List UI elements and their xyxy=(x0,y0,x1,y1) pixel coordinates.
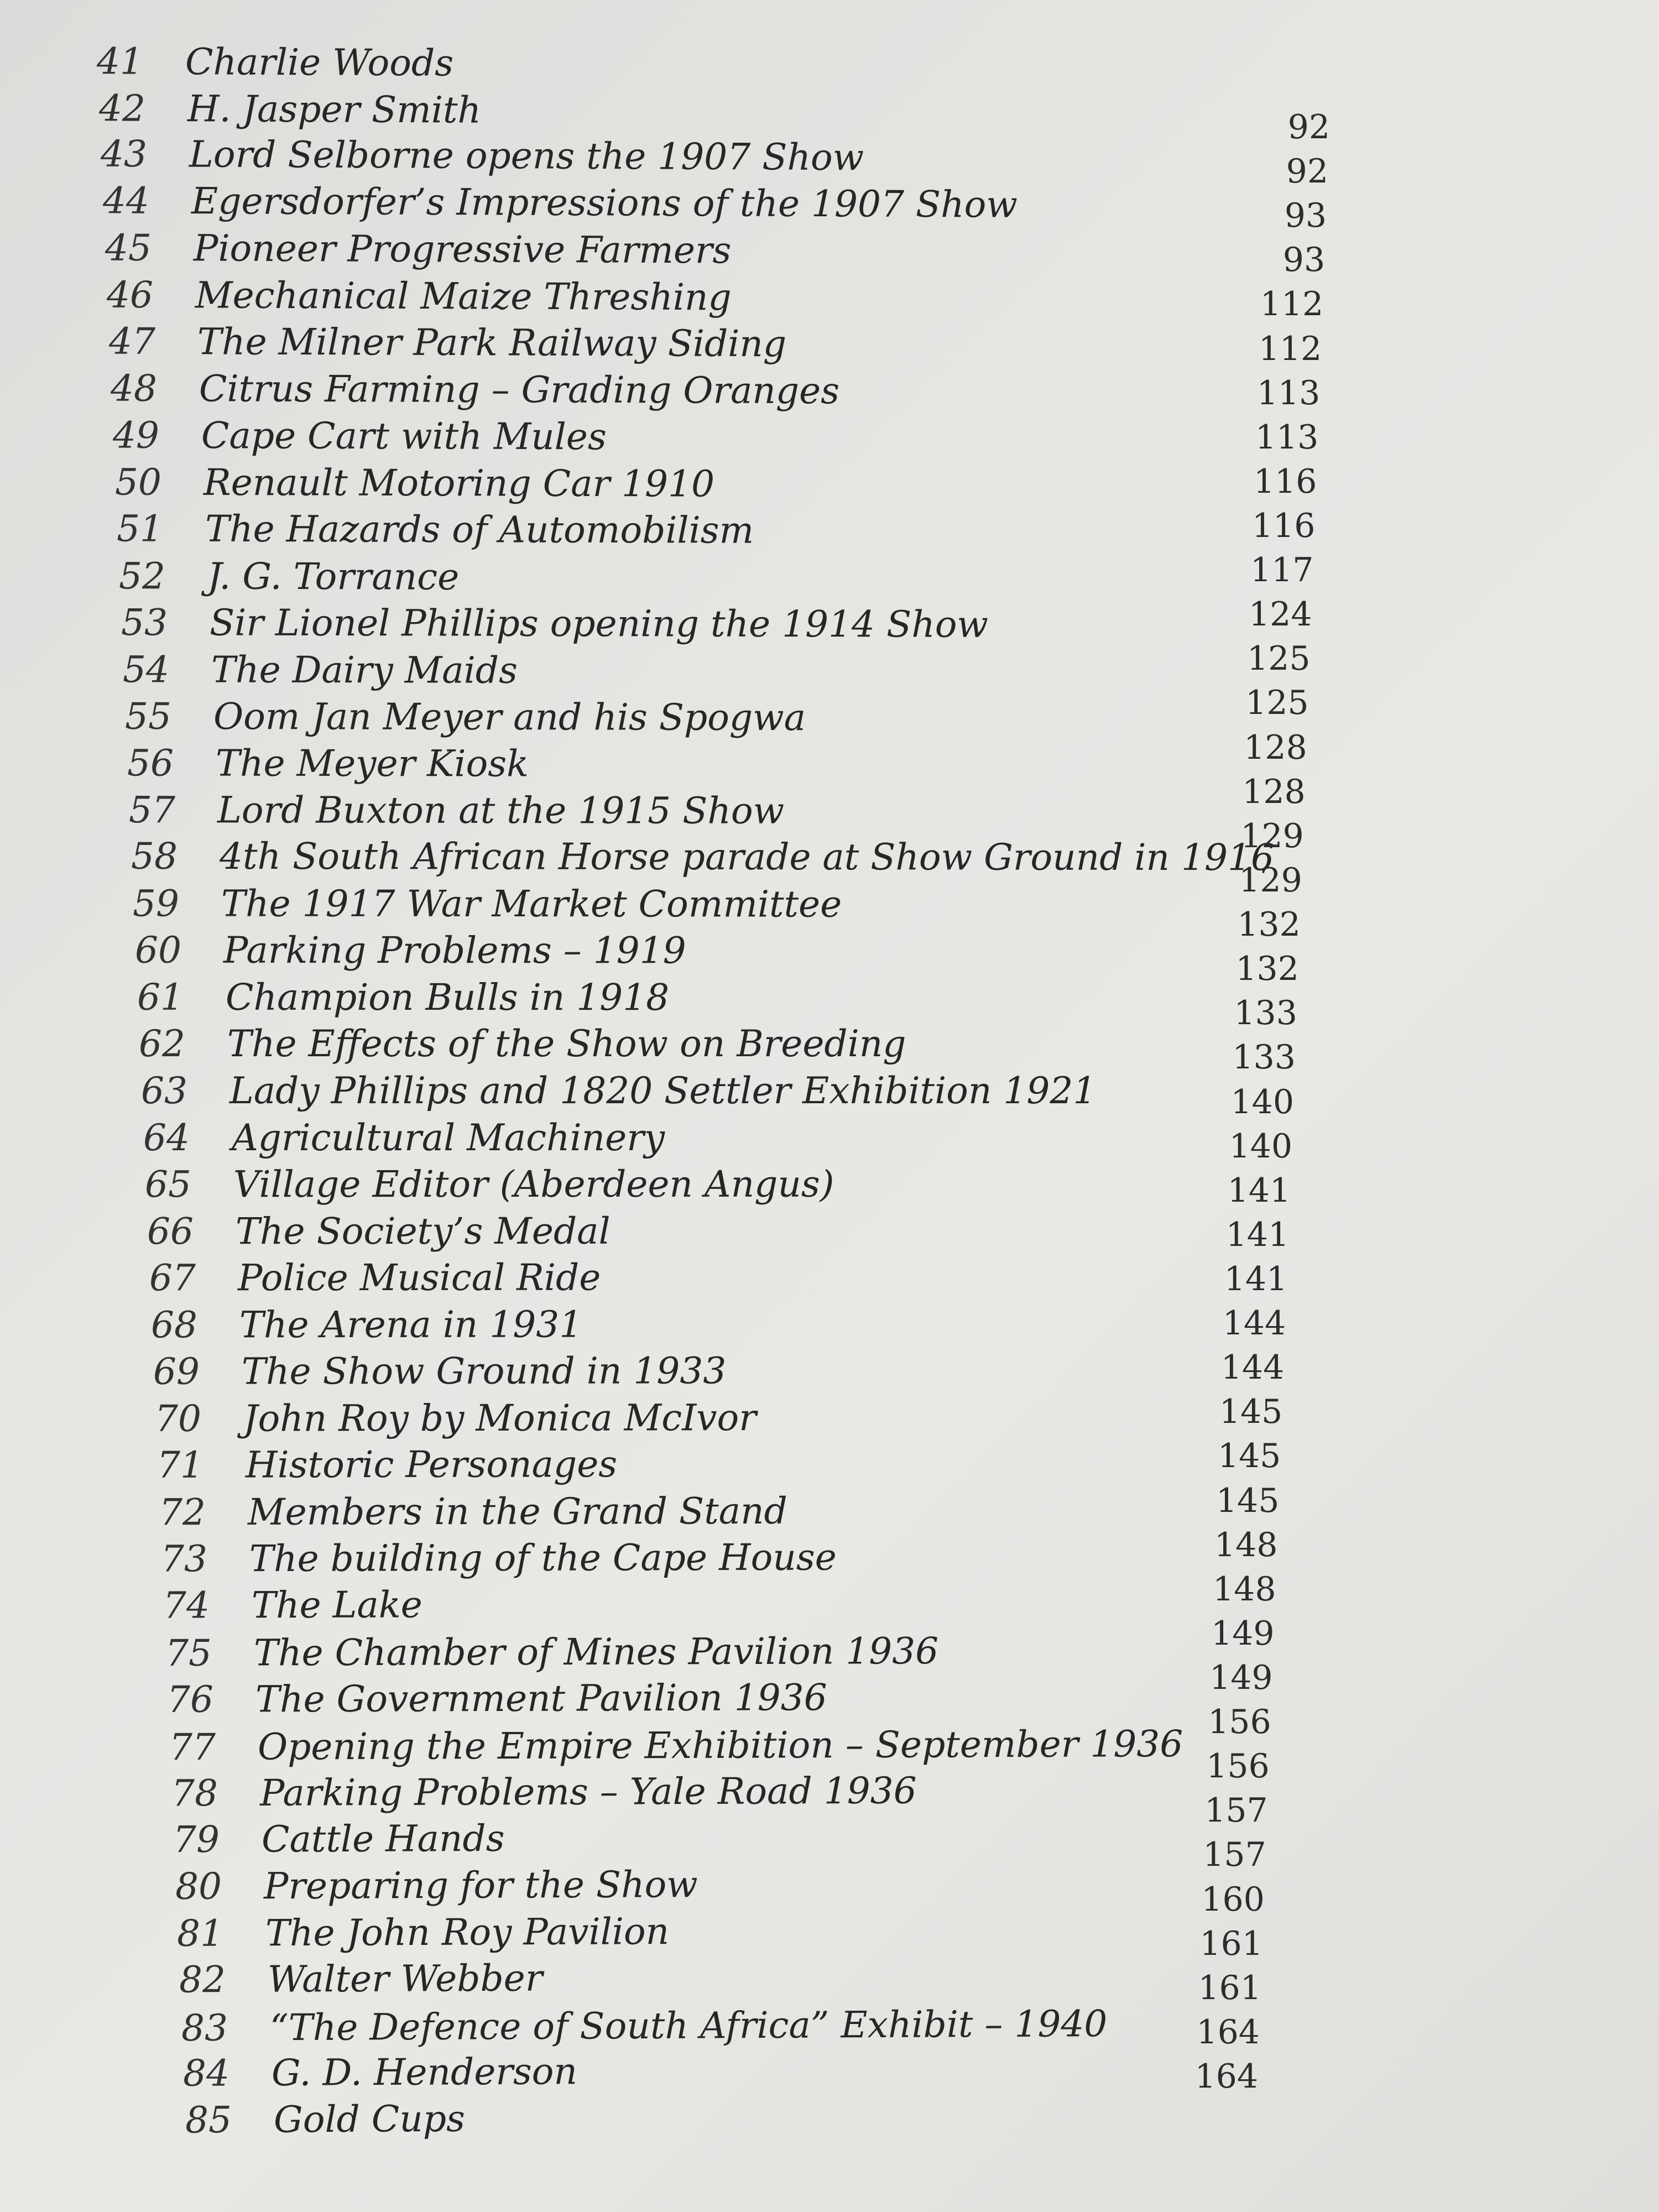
page-number: 113 xyxy=(1256,373,1321,413)
page-number: 112 xyxy=(1260,285,1324,324)
item-number: 64 xyxy=(143,1116,190,1159)
page-number: 141 xyxy=(1225,1215,1290,1254)
item-title: Parking Problems – 1919 xyxy=(223,929,686,972)
page-number: 141 xyxy=(1227,1171,1291,1210)
page-number: 128 xyxy=(1244,728,1307,767)
page-number: 116 xyxy=(1253,462,1317,501)
item-number: 75 xyxy=(165,1631,212,1674)
item-title: Egersdorfer’s Impressions of the 1907 Show xyxy=(191,179,1018,226)
item-title: Charlie Woods xyxy=(185,40,454,85)
item-number: 85 xyxy=(185,2098,232,2142)
page-number: 117 xyxy=(1250,551,1314,590)
item-title: The Meyer Kiosk xyxy=(215,742,529,785)
item-title: The Hazards of Automobilism xyxy=(205,508,754,552)
page-number: 92 xyxy=(1286,152,1329,191)
item-title: Agricultural Machinery xyxy=(231,1116,665,1159)
item-number: 67 xyxy=(149,1256,196,1300)
item-title: “The Defence of South Africa” Exhibit – 1940 xyxy=(269,2002,1108,2049)
item-title: Cape Cart with Mules xyxy=(201,414,607,458)
item-title: The Society’s Medal xyxy=(235,1209,611,1253)
item-number: 49 xyxy=(112,414,160,457)
page-number: 161 xyxy=(1199,1924,1263,1963)
item-title: Citrus Farming – Grading Oranges xyxy=(199,367,840,413)
item-number: 42 xyxy=(98,86,145,130)
page-number: 144 xyxy=(1220,1348,1285,1387)
page-number: 93 xyxy=(1282,241,1326,280)
item-number: 62 xyxy=(139,1022,186,1066)
item-number: 60 xyxy=(135,929,182,972)
item-number: 50 xyxy=(114,461,161,504)
page-number: 93 xyxy=(1284,196,1327,236)
page-number: 129 xyxy=(1240,816,1304,855)
item-number: 80 xyxy=(175,1865,222,1908)
item-title: J. G. Torrance xyxy=(207,555,460,598)
page-number: 140 xyxy=(1230,1082,1294,1121)
item-number: 54 xyxy=(123,648,170,691)
item-title: The Effects of the Show on Breeding xyxy=(227,1022,906,1066)
page-number: 156 xyxy=(1208,1703,1271,1742)
page-number: 133 xyxy=(1234,994,1297,1033)
page-number: 148 xyxy=(1212,1569,1276,1609)
item-title: H. Jasper Smith xyxy=(187,87,481,132)
item-title: The Dairy Maids xyxy=(211,648,518,692)
item-title: The Milner Park Railway Siding xyxy=(197,320,787,366)
page-number: 92 xyxy=(1287,108,1330,147)
item-title: Parking Problems – Yale Road 1936 xyxy=(259,1769,917,1815)
item-title: The 1917 War Market Committee xyxy=(221,882,842,926)
page-number: 125 xyxy=(1245,684,1309,723)
item-number: 72 xyxy=(159,1490,206,1534)
item-number: 43 xyxy=(101,132,148,176)
item-title: The Show Ground in 1933 xyxy=(241,1349,727,1393)
item-title: Renault Motoring Car 1910 xyxy=(203,461,714,505)
item-number: 63 xyxy=(141,1070,187,1112)
page-number: 145 xyxy=(1217,1437,1281,1476)
item-title: G. D. Henderson xyxy=(272,2050,578,2095)
page-number: 145 xyxy=(1219,1392,1283,1432)
item-number: 78 xyxy=(171,1772,218,1815)
page-number: 128 xyxy=(1242,772,1306,811)
page-number: 164 xyxy=(1194,2057,1258,2096)
item-title: Police Musical Ride xyxy=(237,1256,601,1300)
item-title: The John Roy Pavilion xyxy=(265,1910,670,1955)
item-title: John Roy by Monica McIvor xyxy=(243,1396,757,1440)
item-number: 56 xyxy=(127,742,174,785)
item-number: 66 xyxy=(147,1209,194,1253)
page-number: 141 xyxy=(1224,1259,1288,1298)
page-number: 112 xyxy=(1258,329,1322,368)
page-number: 157 xyxy=(1203,1835,1266,1875)
item-number: 68 xyxy=(151,1303,198,1347)
item-title: Walter Webber xyxy=(267,1957,543,2001)
page-number: 145 xyxy=(1215,1481,1280,1520)
item-title: Mechanical Maize Threshing xyxy=(195,274,732,319)
item-title: Gold Cups xyxy=(273,2097,466,2141)
page-number: 144 xyxy=(1222,1304,1286,1343)
item-title: The Government Pavilion 1936 xyxy=(255,1676,828,1721)
item-number: 70 xyxy=(155,1397,202,1440)
page-number: 125 xyxy=(1247,639,1311,679)
item-number: 58 xyxy=(131,835,178,878)
item-title: Opening the Empire Exhibition – September 1936 xyxy=(257,1722,1183,1768)
item-number: 69 xyxy=(153,1350,200,1394)
item-title: Historic Personages xyxy=(246,1443,618,1486)
item-title: Lady Phillips and 1820 Settler Exhibition 1921 xyxy=(229,1070,1097,1112)
item-number: 41 xyxy=(96,40,144,83)
page-number: 140 xyxy=(1229,1126,1293,1166)
page-number: 116 xyxy=(1251,507,1316,546)
item-title: The Lake xyxy=(251,1583,422,1627)
page-number: 124 xyxy=(1248,595,1312,634)
item-title: Cattle Hands xyxy=(262,1817,505,1861)
item-number: 45 xyxy=(105,226,152,270)
item-number: 59 xyxy=(133,882,180,925)
item-title: Sir Lionel Phillips opening the 1914 Show xyxy=(209,601,988,646)
item-number: 74 xyxy=(163,1584,210,1627)
item-number: 77 xyxy=(169,1725,216,1768)
item-title: Members in the Grand Stand xyxy=(247,1489,787,1533)
item-title: Lord Selborne opens the 1907 Show xyxy=(189,133,864,179)
item-number: 53 xyxy=(121,601,168,644)
page-number: 132 xyxy=(1237,905,1301,945)
page-number: 149 xyxy=(1211,1614,1275,1653)
item-number: 73 xyxy=(161,1537,208,1580)
page-number: 164 xyxy=(1196,2012,1260,2052)
item-number: 52 xyxy=(118,555,166,598)
item-number: 48 xyxy=(111,367,158,410)
item-number: 51 xyxy=(117,507,164,551)
page-number: 113 xyxy=(1255,418,1319,457)
item-number: 84 xyxy=(183,2052,230,2095)
item-title: The Arena in 1931 xyxy=(239,1303,583,1346)
page-number: 133 xyxy=(1232,1038,1296,1077)
page-number: 156 xyxy=(1206,1747,1270,1786)
item-number: 82 xyxy=(179,1958,226,2001)
item-title: The Chamber of Mines Pavilion 1936 xyxy=(253,1629,938,1674)
item-title: Lord Buxton at the 1915 Show xyxy=(217,789,785,832)
item-number: 44 xyxy=(102,179,150,222)
item-number: 46 xyxy=(107,273,154,316)
page-number: 161 xyxy=(1198,1968,1261,2007)
page-number: 132 xyxy=(1235,950,1299,989)
item-title: Preparing for the Show xyxy=(263,1863,698,1908)
page-number: 160 xyxy=(1201,1880,1265,1919)
item-number: 55 xyxy=(124,695,171,738)
item-number: 71 xyxy=(157,1443,204,1487)
item-number: 47 xyxy=(108,320,155,363)
page-number: 129 xyxy=(1239,860,1302,900)
item-title: Pioneer Progressive Farmers xyxy=(193,227,732,272)
item-number: 61 xyxy=(137,975,184,1019)
item-number: 81 xyxy=(177,1912,224,1955)
page-number: 148 xyxy=(1214,1525,1278,1564)
item-title: Champion Bulls in 1918 xyxy=(225,975,669,1019)
item-number: 83 xyxy=(181,2006,228,2049)
item-title: Village Editor (Aberdeen Angus) xyxy=(233,1162,834,1206)
item-number: 57 xyxy=(129,788,176,831)
item-title: Oom Jan Meyer and his Spogwa xyxy=(213,695,806,739)
item-title: 4th South African Horse parade at Show Ground in 1916 xyxy=(219,835,1274,879)
item-number: 79 xyxy=(173,1818,220,1861)
item-number: 65 xyxy=(145,1163,192,1206)
page-number: 149 xyxy=(1209,1658,1273,1697)
page-number: 157 xyxy=(1204,1791,1268,1830)
item-title: The building of the Cape House xyxy=(249,1536,837,1580)
item-number: 76 xyxy=(167,1678,214,1721)
